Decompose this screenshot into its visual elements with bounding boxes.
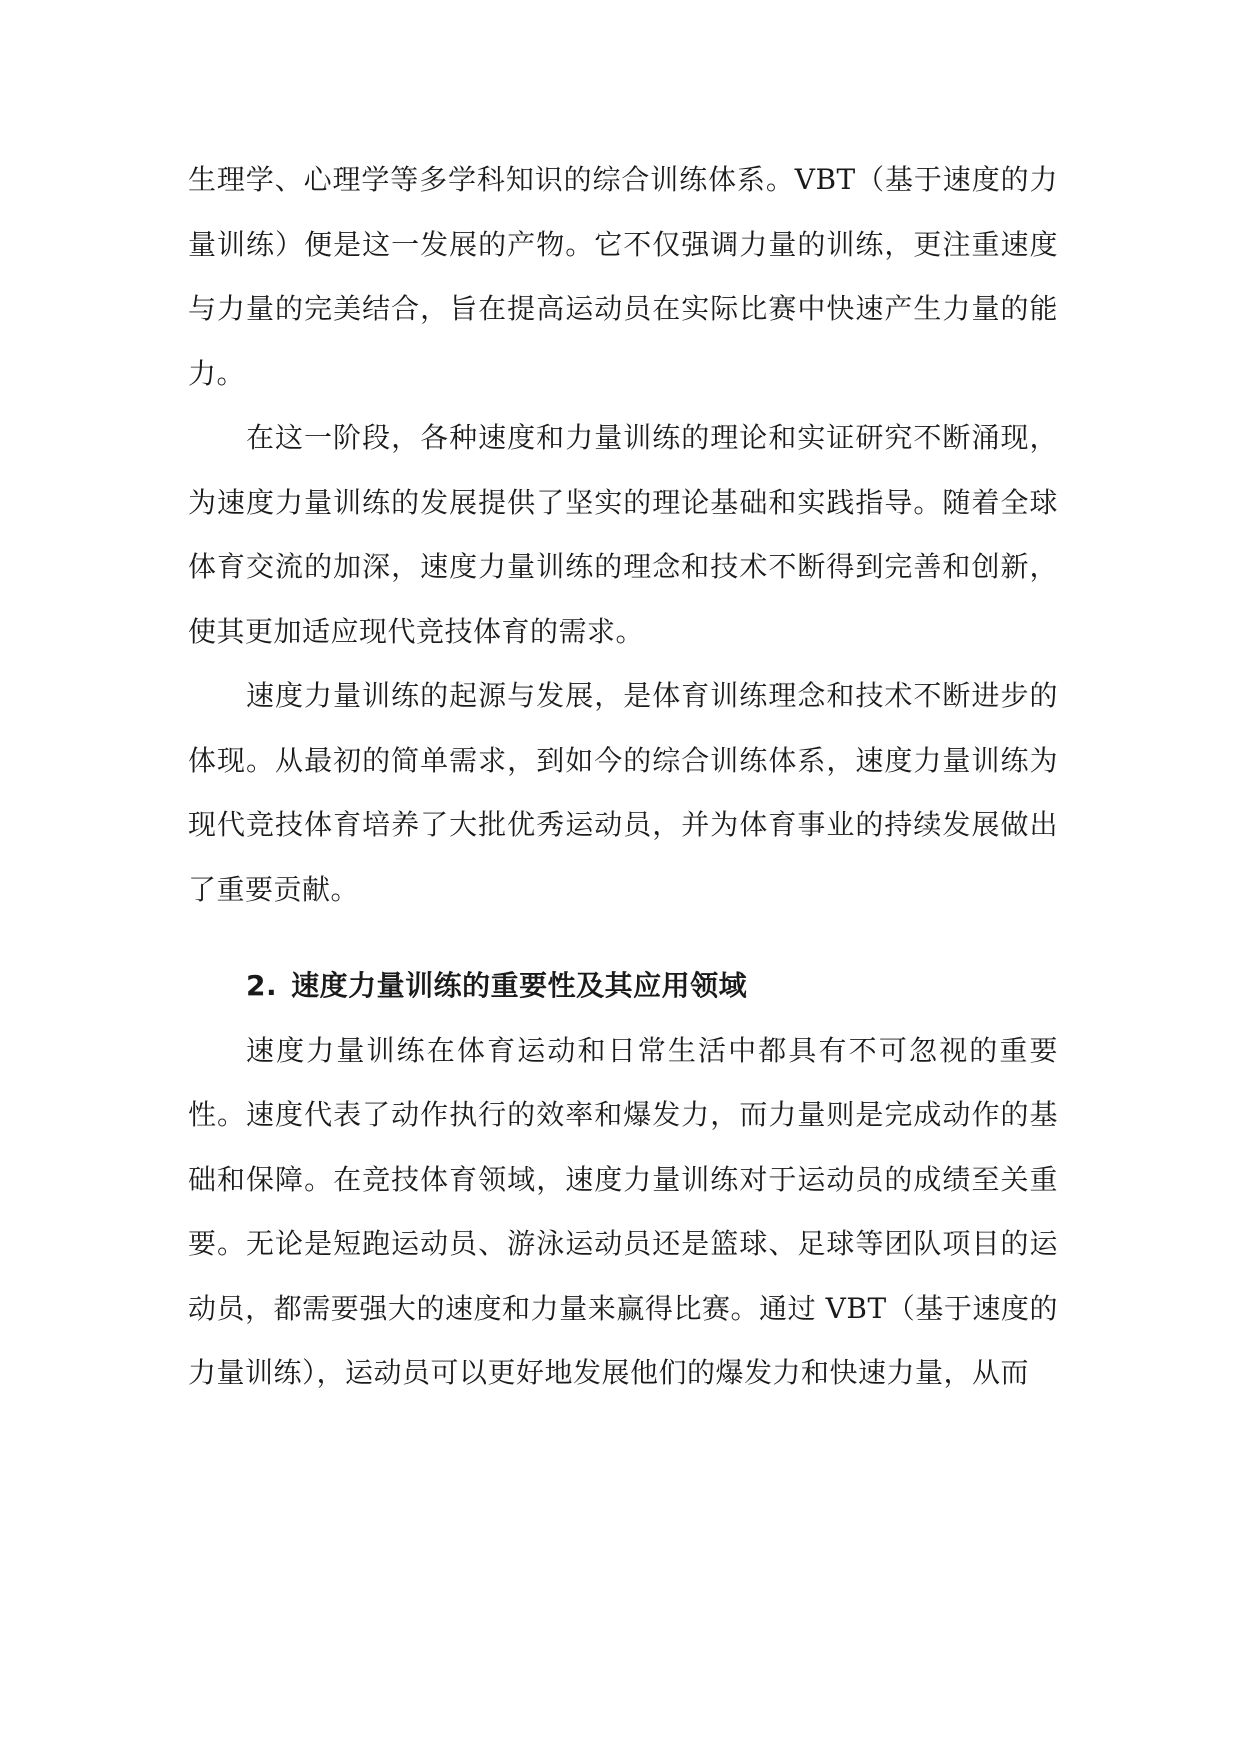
paragraph: 速度力量训练的起源与发展，是体育训练理念和技术不断进步的体现。从最初的简单需求，到如今的综合训练体系，速度力量训练为现代竞技体育培养了大批优秀运动员，并为体育事业的持续发展做出了重要贡献。 xyxy=(188,679,1058,906)
document-body xyxy=(188,148,1058,1406)
section-title: 速度力量训练的重要性及其应用领域 xyxy=(291,969,748,1002)
paragraph-continued: 生理学、心理学等多学科知识的综合训练体系。VBT（基于速度的力量训练）便是这一发展的产物。它不仅强调力量的训练，更注重速度与力量的完美结合，旨在提高运动员在实际比赛中快速产生力量的能力。 xyxy=(188,163,1058,390)
paragraph: 在这一阶段，各种速度和力量训练的理论和实证研究不断涌现，为速度力量训练的发展提供了坚实的理论基础和实践指导。随着全球体育交流的加深，速度力量训练的理念和技术不断得到完善和创新，使其更加适应现代竞技体育的需求。 xyxy=(188,421,1058,648)
section-heading xyxy=(188,954,1058,1019)
paragraph: 速度力量训练在体育运动和日常生活中都具有不可忽视的重要性。速度代表了动作执行的效率和爆发力，而力量则是完成动作的基础和保障。在竞技体育领域，速度力量训练对于运动员的成绩至关重要。无论是短跑运动员、游泳运动员还是篮球、足球等团队项目的运动员，都需要强大的速度和力量来赢得比赛。通过 VBT（基于速度的力量训练），运动员可以更好地发展他们的爆发力和快速力量，从而 xyxy=(188,1033,1058,1389)
section-number: 2. xyxy=(246,969,278,1002)
